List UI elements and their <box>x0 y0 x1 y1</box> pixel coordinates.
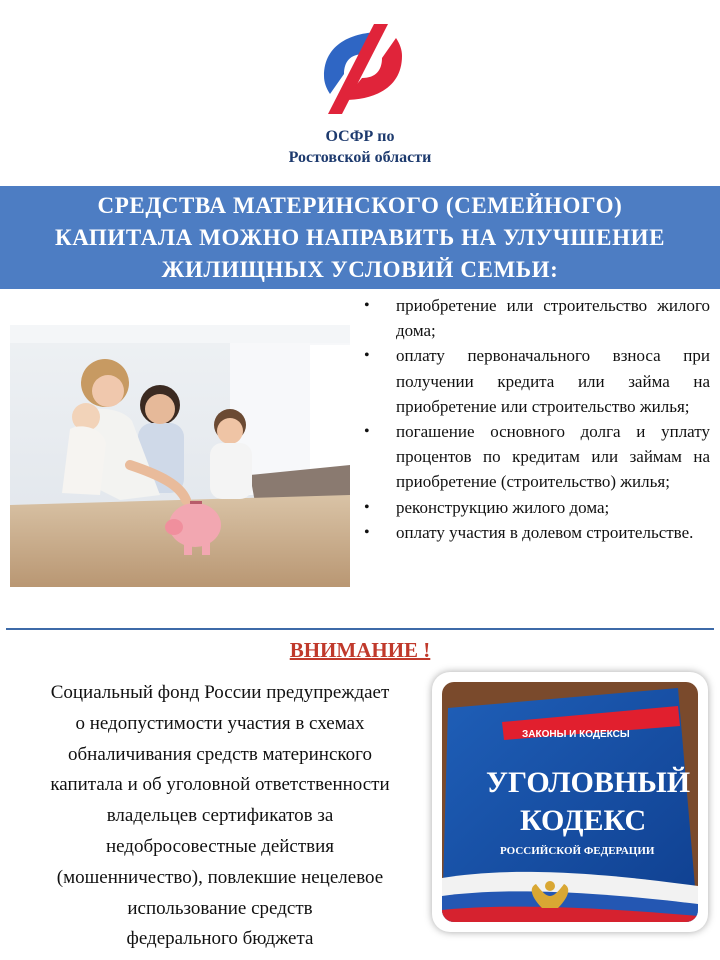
bullet-icon: • <box>364 423 370 441</box>
list-item: • реконструкцию жилого дома; <box>360 495 710 520</box>
headline-line1: СРЕДСТВА МАТЕРИНСКОГО (СЕМЕЙНОГО) <box>97 193 623 218</box>
warning-line: владельцев сертификатов за <box>106 805 334 827</box>
attention-heading: ВНИМАНИЕ ! <box>289 638 431 662</box>
warning-text <box>10 678 430 955</box>
list-item: • оплату участия в долевом строительстве. <box>360 520 710 545</box>
bullet-icon: • <box>364 523 370 541</box>
list-item: • приобретение или строительство жилого дома; <box>360 293 710 343</box>
book-series-label: ЗАКОНЫ И КОДЕКСЫ <box>522 729 630 740</box>
book-subtitle: РОССИЙСКОЙ ФЕДЕРАЦИИ <box>500 845 655 857</box>
criminal-code-book-photo <box>442 682 698 922</box>
list-item: • оплату первоначального взноса при получении кредита или займа на приобретение или строительство жилья; <box>360 343 710 419</box>
sfr-logo-icon <box>304 14 422 118</box>
book-title-line2: КОДЕКС <box>520 804 647 837</box>
org-name-line2: Ростовской области <box>288 149 432 166</box>
book-title-line1: УГОЛОВНЫЙ <box>486 766 691 799</box>
headline-line3: ЖИЛИЩНЫХ УСЛОВИЙ СЕМЬИ: <box>161 257 559 282</box>
bullet-icon: • <box>364 498 370 516</box>
warning-line: обналичивания средств материнского <box>68 743 372 765</box>
section-divider <box>6 628 714 630</box>
org-name-line1: ОСФР по <box>325 128 395 145</box>
warning-line: недобросовестные действия <box>105 835 335 857</box>
warning-line: (мошенничество), повлекшие нецелевое <box>56 866 384 888</box>
warning-line: о недопустимости участия в схемах <box>75 712 365 734</box>
warning-line: федерального бюджета <box>126 928 314 950</box>
family-with-piggy-bank-photo <box>10 325 350 587</box>
warning-line: Социальный фонд России предупреждает <box>50 682 390 703</box>
bullet-icon: • <box>364 297 370 314</box>
headline-banner <box>0 186 720 289</box>
housing-options-list <box>360 293 710 545</box>
headline-line2: КАПИТАЛА МОЖНО НАПРАВИТЬ НА УЛУЧШЕНИЕ <box>54 225 666 250</box>
bullet-icon: • <box>364 347 370 365</box>
list-item: • погашение основного долга и уплату процентов по кредитам или займам на приобретение (строительство) жилья; <box>360 419 710 495</box>
warning-line: капитала и об уголовной ответственности <box>50 774 390 796</box>
warning-line: использование средств <box>127 897 313 919</box>
